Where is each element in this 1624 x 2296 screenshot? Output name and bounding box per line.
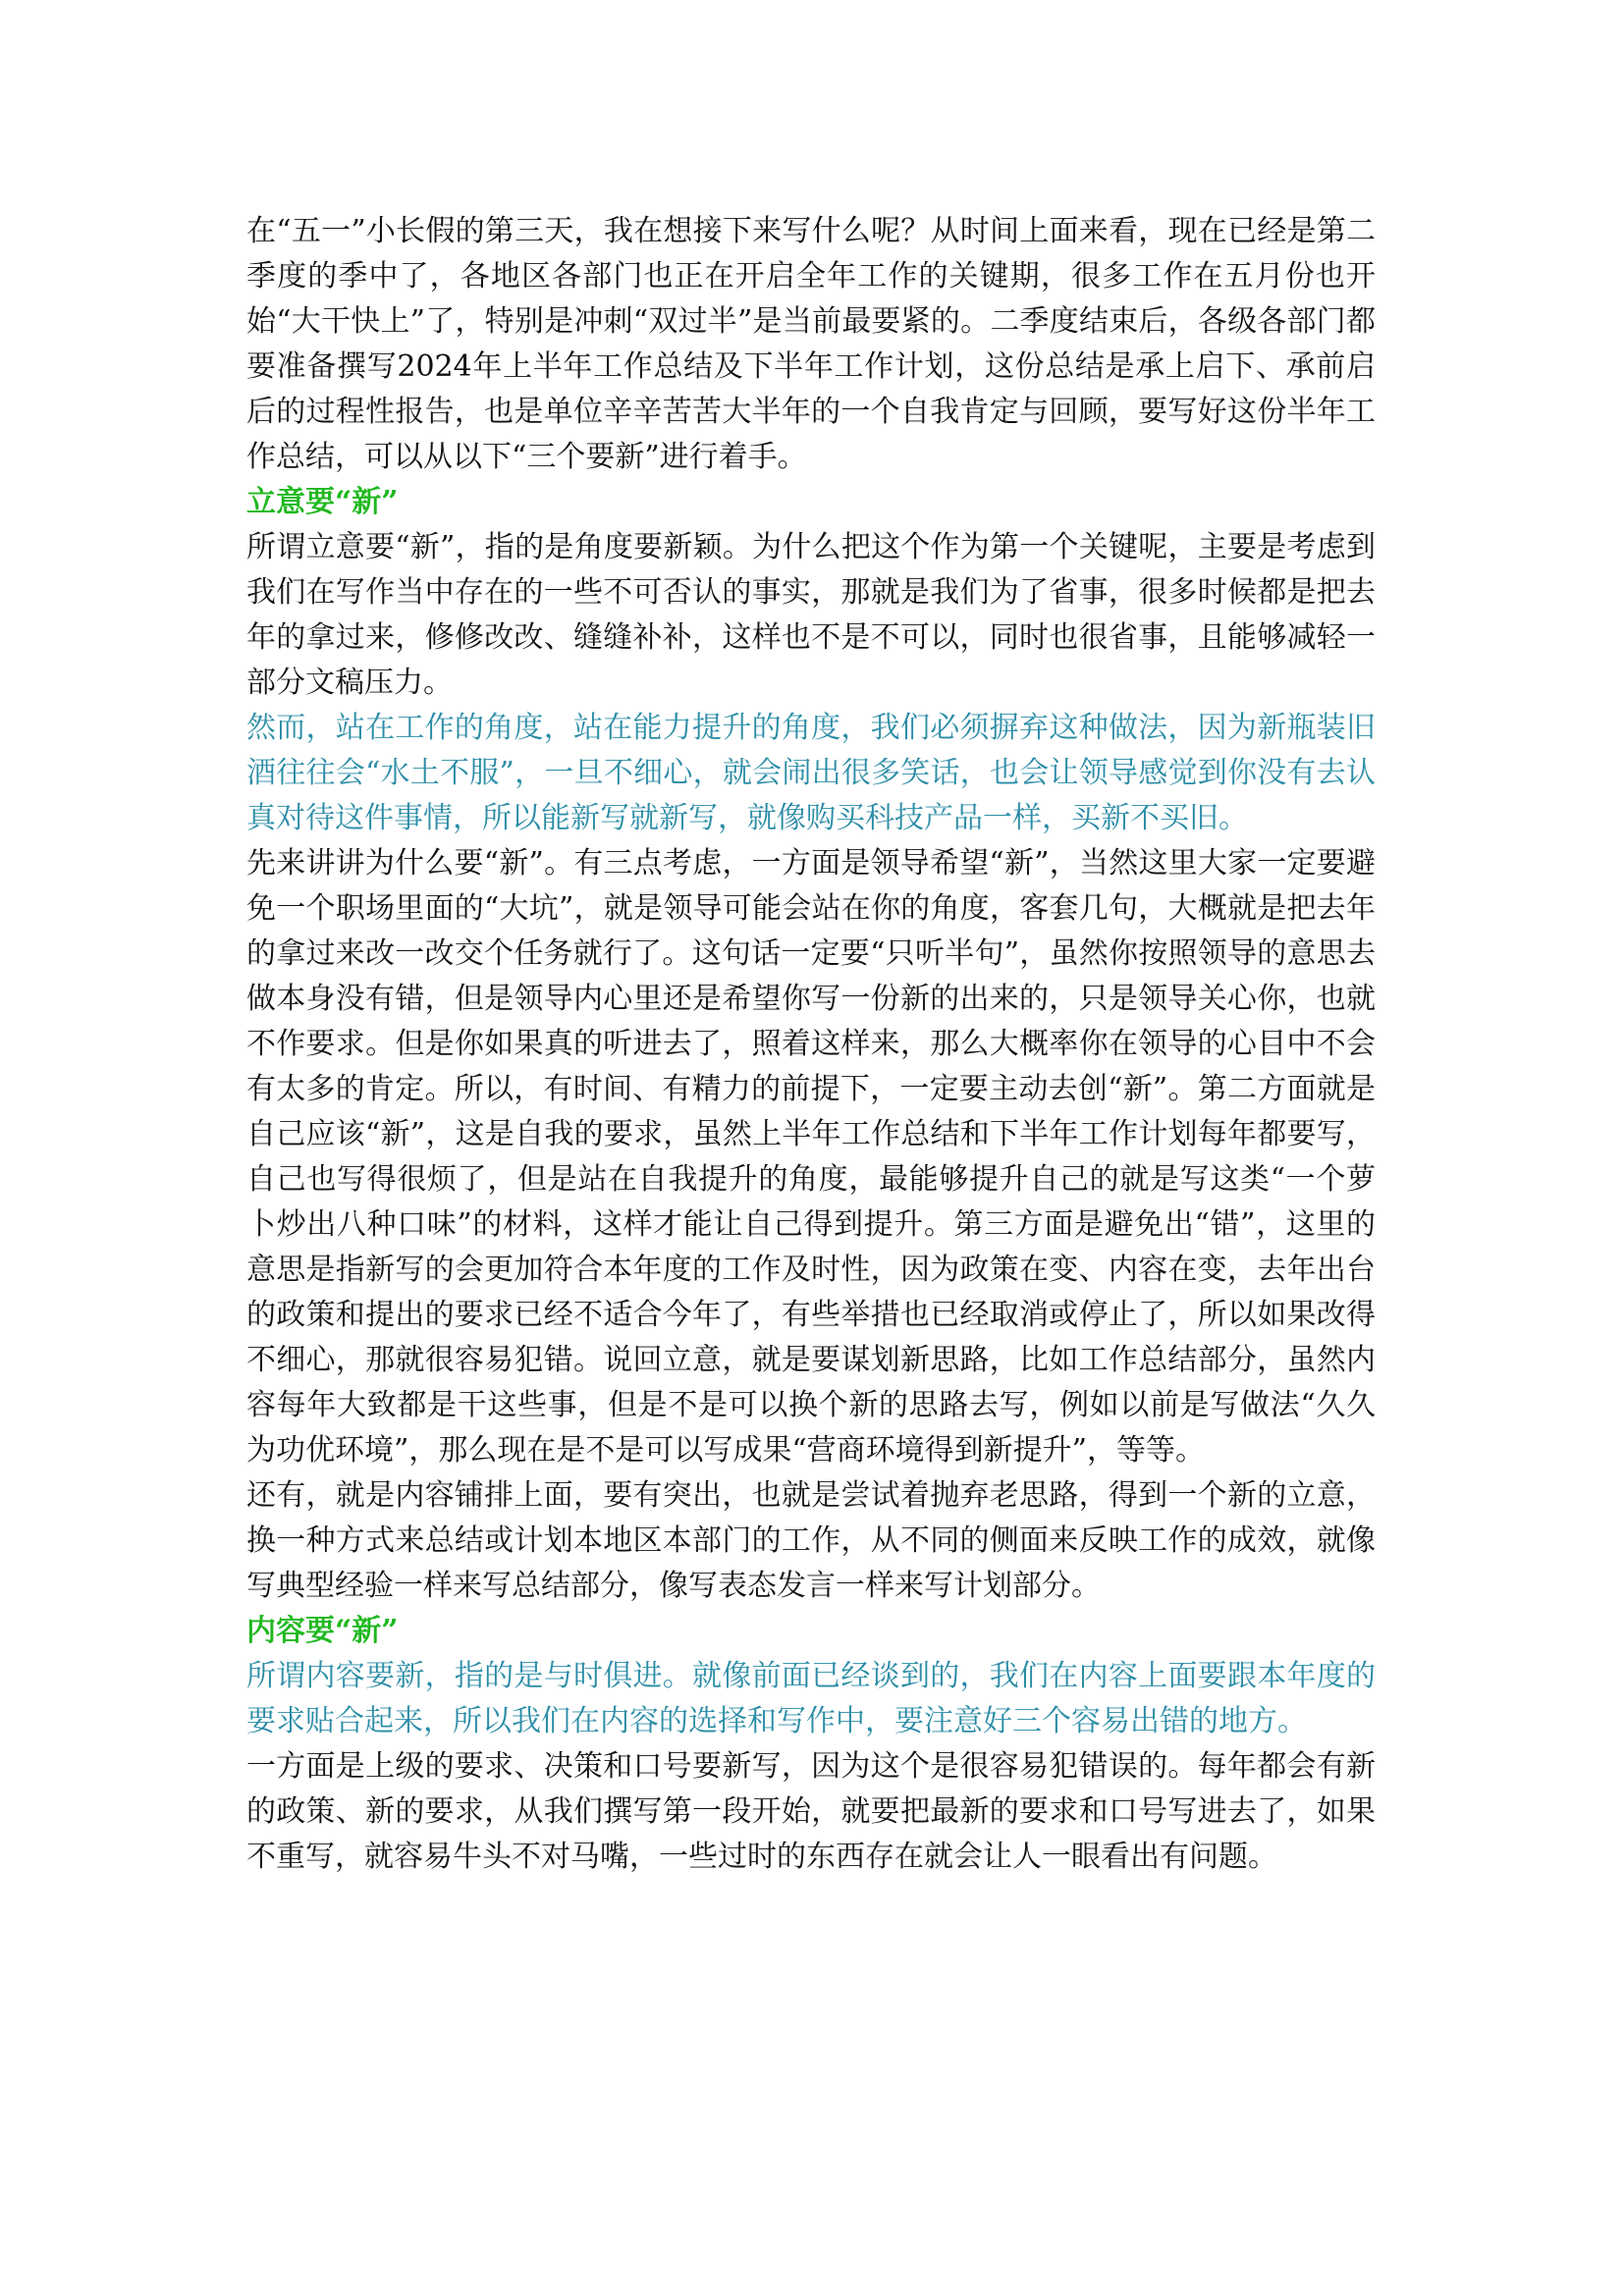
section-heading-neirong: 内容要“新” <box>246 1614 399 1648</box>
liyi-reasons-paragraph: 先来讲讲为什么要“新”。有三点考虑，一方面是领导希望“新”，当然这里大家一定要避免一个职场里面的“大坑”，就是领导可能会站在你的角度，客套几句，大概就是把去年的拿过来改一改交个任务就行了。这句话一定要“只听半句”，虽然你按照领导的意思去做本身没有错，但是领导内心里还是希望你写一份新的出来的，只是领导关心你，也就不作要求。但是你如果真的听进去了，照着这样来，那么大概率你在领导的心目中不会有太多的肯定。所以，有时间、有精力的前提下，一定要主动去创“新”。第二方面就是自己应该“新”，这是自我的要求，虽然上半年工作总结和下半年工作计划每年都要写，自己也写得很烦了，但是站在自我提升的角度，最能够提升自己的就是写这类“一个萝卜炒出八种口味”的材料，这样才能让自己得到提升。第三方面是避免出“错”，这里的意思是指新写的会更加符合本年度的工作及时性，因为政策在变、内容在变，去年出台的政策和提出的要求已经不适合今年了，有些举措也已经取消或停止了，所以如果改得不细心，那就很容易犯错。说回立意，就是要谋划新思路，比如工作总结部分，虽然内容每年大致都是干这些事，但是不是可以换个新的思路去写，例如以前是写做法“久久为功优环境”，那么现在是不是可以写成果“营商环境得到新提升”，等等。 <box>246 846 1376 1468</box>
intro-paragraph: 在“五一”小长假的第三天，我在想接下来写什么呢？从时间上面来看，现在已经是第二季度的季中了，各地区各部门也正在开启全年工作的关键期，很多工作在五月份也开始“大干快上”了，特别是冲刺“双过半”是当前最要紧的。二季度结束后，各级各部门都要准备撰写2024年上半年工作总结及下半年工作计划，这份总结是承上启下、承前启后的过程性报告，也是单位辛辛苦苦大半年的一个自我肯定与回顾，要写好这份半年工作总结，可以从以下“三个要新”进行着手。 <box>246 214 1376 474</box>
liyi-layout-paragraph: 还有，就是内容铺排上面，要有突出，也就是尝试着抛弃老思路，得到一个新的立意，换一种方式来总结或计划本地区本部门的工作，从不同的侧面来反映工作的成效，就像写典型经验一样来写总结部分，像写表态发言一样来写计划部分。 <box>246 1478 1376 1603</box>
liyi-definition-paragraph: 所谓立意要“新”，指的是角度要新颖。为什么把这个作为第一个关键呢，主要是考虑到我们在写作当中存在的一些不可否认的事实，那就是我们为了省事，很多时候都是把去年的拿过来，修修改改、缝缝补补，这样也不是不可以，同时也很省事，且能够减轻一部分文稿压力。 <box>246 530 1376 700</box>
neirong-first-point-paragraph: 一方面是上级的要求、决策和口号要新写，因为这个是很容易犯错误的。每年都会有新的政策、新的要求，从我们撰写第一段开始，就要把最新的要求和口号写进去了，如果不重写，就容易牛头不对马嘴，一些过时的东西存在就会让人一眼看出有问题。 <box>246 1749 1376 1874</box>
neirong-highlight-paragraph: 所谓内容要新，指的是与时俱进。就像前面已经谈到的，我们在内容上面要跟本年度的要求贴合起来，所以我们在内容的选择和写作中，要注意好三个容易出错的地方。 <box>246 1659 1376 1738</box>
liyi-highlight-paragraph: 然而，站在工作的角度，站在能力提升的角度，我们必须摒弃这种做法，因为新瓶装旧酒往往会“水土不服”，一旦不细心，就会闹出很多笑话，也会让领导感觉到你没有去认真对待这件事情，所以能新写就新写，就像购买科技产品一样，买新不买旧。 <box>246 711 1376 835</box>
section-heading-liyi: 立意要“新” <box>246 485 399 519</box>
document-body <box>246 209 1376 1880</box>
